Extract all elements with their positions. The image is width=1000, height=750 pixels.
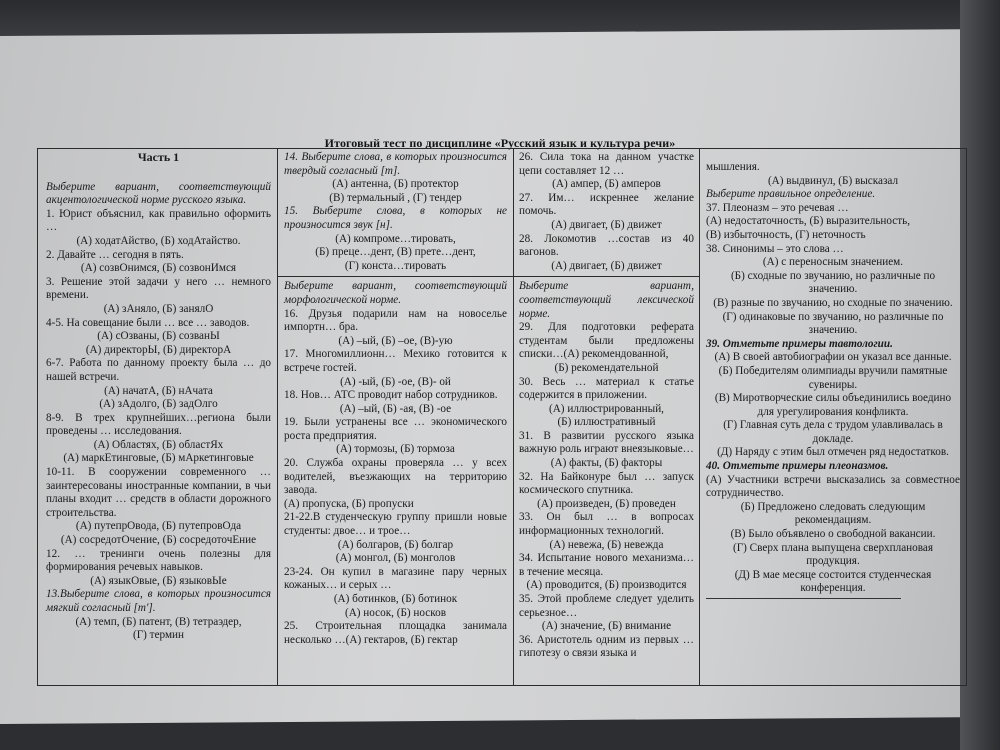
document-title: Итоговый тест по дисциплине «Русский язык и культура речи» [324,136,676,150]
section-instruction: Выберите вариант, соответствующий лексической норме. [519,280,694,320]
answer-options: (В) избыточность, (Г) неточность [706,228,866,241]
answer-options: (А) зАдолго, (Б) задОлго [99,398,218,411]
answer-options: (А) –ый, (Б) -ая, (В) -ое [339,402,452,415]
answer-options: (Д) Наряду с этим был отмечен ряд недостатков. [717,446,949,459]
answer-options: (В) Миротворческие силы объединились воедино для урегулирования конфликта. [714,392,952,418]
answer-options: (А) созвОнимся, (Б) созвонИмся [80,262,237,275]
answer-options: (А) невежа, (Б) невежда [549,538,664,551]
part-header: Часть 1 [137,150,180,164]
question-text: 4-5. На совещание были … все … заводов. [46,316,250,329]
answer-options: (А) ботинков, (Б) ботинок [333,593,458,605]
question-text: 39. Отметьте примеры тавтологии. [706,337,893,350]
answer-options: (А) выдвинул, (Б) высказал [767,174,899,187]
question-text: 8-9. В трех крупнейших…региона были проведены … исследования. [46,411,271,438]
answer-options: (Б) Победителям олимпиады вручили памятные сувениры. [718,364,948,391]
question-text: 23-24. Он купил в магазине пару черных кожаных… и серых … [284,565,507,592]
answer-options: (А) ходатАйство, (Б) ходАтайство. [76,234,241,247]
question-text: 38. Синонимы – это слова … [706,242,844,255]
answer-options: (А) монгол, (Б) монголов [335,552,456,565]
question-text: 27. Им… искреннее желание помочь. [519,191,694,218]
answer-options: (А) проводится, (Б) производится [526,579,687,592]
question-text: 29. Для подготовки реферата студентам были предложены списки…(А) рекомендованной, [519,321,694,361]
question-text: 40. Отметьте примеры плеоназмов. [706,460,889,473]
section-instruction: Выберите вариант, соответствующий морфологической норме. [284,280,507,306]
section-instruction: Выберите вариант, соответствующий акцентологической норме русского языка. [46,180,271,207]
question-text: 28. Локомотив …состав из 40 вагонов. [519,232,694,259]
section-divider [278,276,513,277]
answer-options: (Г) Главная суть дела с трудом улавливалась в докладе. [723,419,943,445]
answer-options: (А) антенна, (Б) протектор [332,178,459,191]
answer-options: (А) ампер, (Б) амперов [552,178,661,191]
question-text: 30. Весь … материал к статье содержится в приложении. [519,375,694,402]
question-text: 2. Давайте … сегодня в пять. [46,248,184,261]
answer-options: (А) языкОвые, (Б) языковЫе [90,574,227,587]
answer-options: (А) Областях, (Б) областЯх [93,438,224,451]
question-text: 20. Служба охраны проверяла … у всех водителей, въезжающих на территорию завода. [284,457,507,497]
answer-options: (Г) одинаковые по звучанию, но различные по значению. [722,310,944,337]
column-4 [700,149,966,685]
column-1 [38,149,278,685]
answer-options: (В) Было объявлено о свободной вакансии. [730,528,936,541]
answer-options: (А) двигает, (Б) движет [551,218,662,231]
answer-options: (А) факты, (Б) факторы [550,457,663,470]
answer-options: (А) зАняло, (Б) занялО [103,302,214,315]
answer-options: (А) В своей автобиографии он указал все данные. [714,351,952,364]
answer-options: (А) –ый, (Б) –ое, (В)-ую [338,334,453,347]
answer-options: (Г) термин [132,629,185,642]
question-text: 14. Выберите слова, в которых произносится твердый согласный [т]. [284,151,507,177]
end-divider [706,598,901,599]
answer-options: (А) значение, (Б) внимание [541,620,672,633]
question-text: 31. В развитии русского языка важную роль играют внеязыковые… [519,429,694,456]
question-text: 21-22.В студенческую группу пришли новые студенты: двое… и трое… [284,511,507,538]
question-text: 33. Он был … в вопросах информационных технологий. [519,511,694,538]
column-2 [278,149,514,685]
answer-options: (А) путепрОвода, (Б) путепровОда [75,520,242,533]
question-text: 1. Юрист объяснил, как правильно оформить … [46,207,271,234]
answer-options: (А) маркЕтинговые, (Б) мАркетинговые [63,452,254,465]
question-text: 3. Решение этой задачи у него … немного времени. [46,275,271,302]
answer-options: (В) разные по звучанию, но сходные по значению. [713,296,953,309]
answer-options: (Г) Сверх плана выпущена сверхплановая продукция. [732,541,934,568]
answer-options: (Г) конста…тировать [344,259,447,272]
answer-options: (Б) сходные по звучанию, но различные по значению. [730,269,936,296]
question-text: 26. Сила тока на данном участке цепи составляет 12 … [519,151,694,177]
answer-options: (А) иллюстрированный, [549,402,664,415]
question-text: 12. … тренинги очень полезны для формирования речевых навыков. [46,547,271,574]
question-text: 17. Многомиллионн… Мехико готовится к встрече гостей. [284,348,507,374]
question-text: 16. Друзья подарили нам на новоселье импортн… бра. [284,307,507,334]
answer-options: (Б) иллюстративный [557,416,656,429]
answer-options: (А) болгаров, (Б) болгар [337,538,454,551]
question-text: 32. На Байконуре был … запуск космического спутника. [519,470,694,497]
question-text: 18. Нов… АТС проводит набор сотрудников. [284,389,498,402]
section-instruction: Выберите правильное определение. [706,188,876,201]
question-text: 13.Выберите слова, в которых произносится мягкий согласный [т']. [46,588,271,614]
answer-options: (А) директорЫ, (Б) директорА [85,343,232,356]
answer-options: (А) темп, (Б) патент, (В) тетраэдер, [75,615,242,628]
answer-options: (А) произведен, (Б) проведен [537,497,676,510]
question-text: 10-11. В сооружении современного … заинтересованы иностранные компании, в чьи планы входит … средств в области дорожного строительства. [46,466,271,519]
question-text: 25. Строительная площадка занимала несколько …(А) гектаров, (Б) гектар [284,620,507,646]
answer-options: (А) Участники встречи высказались за совместное сотрудничество. [706,473,960,500]
question-text: 19. Были устранены все … экономического роста предприятия. [284,416,507,442]
answer-options: (А) носок, (Б) носков [344,606,446,619]
answer-options: (В) термальный , (Г) тендер [329,191,462,204]
answer-options: (А) с переносным значением. [762,256,904,269]
question-text: 37. Плеоназм – это речевая … [706,201,849,214]
test-table [37,148,967,686]
answer-options: (А) -ый, (Б) -ое, (В)- ой [340,375,451,388]
question-text: 36. Аристотель одним из первых … гипотезу о связи языка и [519,633,694,660]
answer-options: (А) пропуска, (Б) пропуски [284,497,414,510]
question-text: 35. Этой проблеме следует уделить серьезное… [519,593,694,619]
answer-options: (А) тормозы, (Б) тормоза [336,443,455,456]
answer-options: (А) начатА, (Б) нАчата [104,384,213,397]
section-divider [514,276,699,277]
answer-options: (Б) рекомендательной [554,361,659,374]
answer-options: (Б) преце…дент, (В) прете…дент, [315,246,476,259]
answer-options: (Д) В мае месяце состоится студенческая конференция. [734,568,932,595]
answer-options: (А) недостаточность, (Б) выразительность, [706,215,911,228]
question-text: 34. Испытание нового механизма… в течение месяца. [519,552,694,578]
answer-options: (Б) Предложено следовать следующим рекомендациям. [740,500,926,527]
answer-options: (А) сосредотОчение, (Б) сосредоточЕние [60,534,257,547]
column-3 [514,149,700,685]
answer-options: (А) компроме…тировать, [335,232,456,245]
answer-options: (А) сОзваны, (Б) созванЫ [97,330,220,343]
question-text: мышления. [706,161,760,173]
answer-options: (А) двигает, (Б) движет [551,259,662,272]
question-text: 15. Выберите слова, в которых не произносится звук [н]. [284,205,507,231]
question-text: 6-7. Работа по данному проекту была … до нашей встречи. [46,357,271,383]
